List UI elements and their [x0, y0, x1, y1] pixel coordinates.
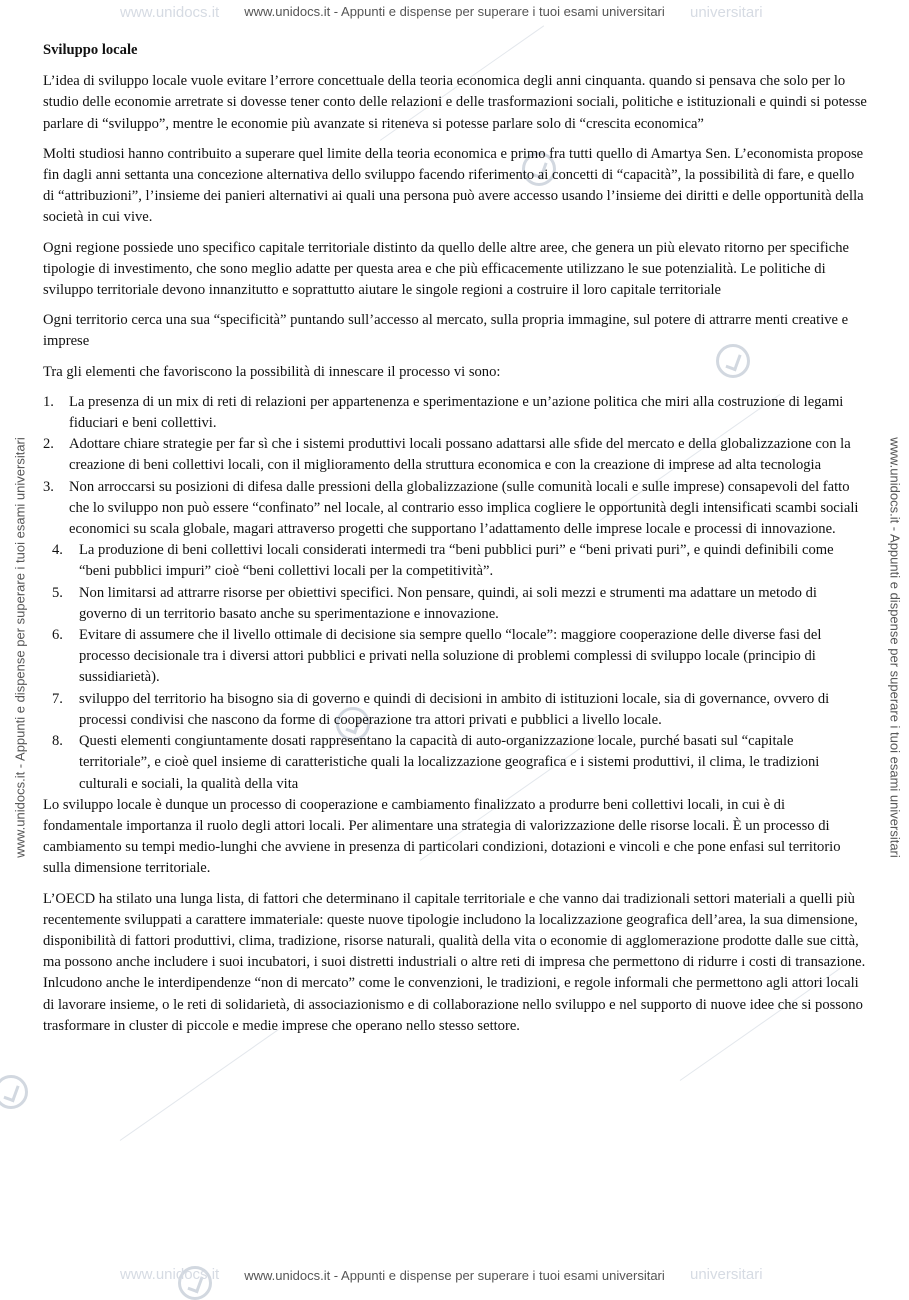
list-number: 6.: [52, 627, 63, 644]
list-item: [43, 731, 868, 795]
list-number: 5.: [52, 584, 63, 601]
watermark-faint-text: www.unidocs.it: [120, 4, 220, 21]
paragraph: Lo sviluppo locale è dunque un processo di cooperazione e cambiamento finalizzato a produrre beni collettivi locali, in cui è di fondamentale importanza il ruolo degli attori locali. Per alimentare una strategia di valorizzazione delle risorse locali. È un processo di cambiamento su tempi medio-lunghi che avviene in presenza di particolari condizioni, dotazioni e vincoli e che pone enfasi sul territorio sulla dimensione territoriale.: [43, 796, 841, 877]
watermark-header: www.unidocs.it - Appunti e dispense per superare i tuoi esami universitari: [244, 4, 665, 19]
watermark-faint-text: universitari: [690, 1266, 763, 1283]
paragraph: Molti studiosi hanno contribuito a superare quel limite della teoria economica e primo fra tutti quello di Amartya Sen. L’economista propose fin dagli anni settanta una concezione alternativa dello sviluppo facendo riferimento ai concetti di “capacità”, la possibilità di fare, e quello di “attribuzioni”, l’insieme dei panieri alternativi ai quali una persona può avere accesso usando l’insieme dei diritti e delle opportunità della società in cui vive.: [43, 145, 864, 226]
list-item: [43, 392, 868, 434]
list-number: 8.: [52, 733, 63, 750]
list-number: 1.: [43, 393, 54, 410]
paragraph: Inlcudono anche le interdipendenze “non di mercato” come le convenzioni, le tradizioni, e regole informali che permettono agli attori locali di lavorare insieme, o le reti di solidarietà, di associazionismo e di collaborazione nello sviluppo e nel supporto di nuove idee che si possono trasformare in cluster di piccole e medie imprese che operano nello stesso settore.: [43, 975, 863, 1034]
watermark-footer: www.unidocs.it - Appunti e dispense per superare i tuoi esami universitari: [244, 1268, 665, 1283]
list-text: Non arroccarsi su posizioni di difesa dalle pressioni della globalizzazione (sulle comunità locali e sulle imprese) consapevoli del fatto che lo sviluppo non può essere “confinato” nel locale, al contrario esso implica cogliere le opportunità degli intensificati scambi sociali economici su scala globale, magari attraverso progetti che supportano l’adattamento delle imprese locale e processi di innovazione.: [69, 478, 859, 538]
list-text: Non limitarsi ad attrarre risorse per obiettivi specifici. Non pensare, quindi, ai soli mezzi e strumenti ma adattare un metodo di governo di un territorio basato anche su sperimentazione e innovazione.: [79, 584, 817, 622]
list-text: sviluppo del territorio ha bisogno sia di governo e quindi di decisioni in ambito di istituzioni locale, sia di governance, ovvero di processi condivisi che nascono da forme di cooperazione tra attori privati e pubblici a livello locale.: [79, 690, 830, 728]
list-item: [43, 583, 868, 625]
paragraph: Tra gli elementi che favoriscono la possibilità di innescare il processo vi sono:: [43, 363, 501, 380]
paragraph: L’OECD ha stilato una lunga lista, di fattori che determinano il capitale territoriale e che vanno dai tradizionali settori materiali a quelli più recentemente sviluppati a carattere immateriale: queste nuove tipologie includono la localizzazione geografica dell’area, la sua dimensione, disponibilità di fattori produttivi, clima, tradizione, risorse naturali, qualità della vita o economie di agglomerazione prodotte dalle sue città, ma possono anche includere i suoi incubatori, i suoi distretti industriali o altre reti di impresa che permettono di ridurre i costi di transazione.: [43, 890, 866, 971]
document-title: Sviluppo locale: [43, 42, 138, 58]
list-item: [43, 689, 868, 731]
list-number: 2.: [43, 436, 54, 453]
list-item: [43, 540, 868, 582]
watermark-side-left: www.unidocs.it - Appunti e dispense per superare i tuoi esami universitari: [12, 437, 28, 858]
list-number: 4.: [52, 542, 63, 559]
list-item: [43, 434, 868, 476]
numbered-list: [43, 392, 868, 795]
unidocs-logo-icon: [0, 1075, 28, 1109]
list-number: 3.: [43, 478, 54, 495]
list-number: 7.: [52, 690, 63, 707]
watermark-faint-text: universitari: [690, 4, 763, 21]
list-item: [43, 477, 868, 541]
paragraph: Ogni regione possiede uno specifico capitale territoriale distinto da quello delle altre aree, che genera un più elevato ritorno per specifiche tipologie di investimento, che sono meglio adatte per questa area e che più efficacemente utilizzano le sue potenzialità. Le politiche di sviluppo territoriale devono innanzitutto e soprattutto aiutare le singole regioni a costruire il loro capitale territoriale: [43, 239, 849, 299]
document-body: [43, 40, 868, 1037]
list-text: La presenza di un mix di reti di relazioni per appartenenza e sperimentazione e un’azione politica che miri alla costruzione di legami fiduciari e beni collettivi.: [69, 393, 844, 432]
list-text: La produzione di beni collettivi locali considerati intermedi tra “beni pubblici puri” e “beni privati puri”, e quindi definibili come “beni pubblici impuri” cioè “beni collettivi locali per la competitività”.: [79, 542, 834, 580]
paragraph: Ogni territorio cerca una sua “specificità” puntando sull’accesso al mercato, sulla propria immagine, sul potere di attrarre menti creative e imprese: [43, 312, 849, 350]
list-text: Adottare chiare strategie per far sì che i sistemi produttivi locali possano adattarsi alle sfide del mercato e della globalizzazione con la creazione di beni collettivi locali, con il miglioramento della struttura economica e con la creazione di imprese ad alta tecnologia: [69, 436, 851, 474]
watermark-faint-text: www.unidocs.it: [120, 1266, 220, 1283]
list-text: Questi elementi congiuntamente dosati rappresentano la capacità di auto-organizzazione locale, purché basati sul “capitale territoriale”, e cioè quel insieme di caratteristiche quali la localizzazione geografica e i sistemi produttivi, il clima, le tradizioni culturali e sociali, la qualità della vita: [79, 733, 820, 792]
watermark-side-right: www.unidocs.it - Appunti e dispense per superare i tuoi esami universitari: [887, 437, 903, 858]
watermark-line: [120, 1025, 284, 1141]
paragraph: L’idea di sviluppo locale vuole evitare l’errore concettuale della teoria economica degli anni cinquanta. quando si pensava che solo per lo studio delle economie arretrate si dovesse tener conto delle relazioni e delle trasformazioni sociali, politiche e istituzionali e quindi si potesse parlare di “sviluppo”, mentre le economie più avanzate si riteneva si potesse parlare solo di “crescita economica”: [43, 73, 867, 132]
list-item: [43, 625, 868, 689]
list-text: Evitare di assumere che il livello ottimale di decisione sia sempre quello “locale”: maggiore cooperazione delle diverse fasi del processo decisionale tra i diversi attori pubblici e privati nella soluzione di problemi complessi di sviluppo locale (principio di sussidiarietà).: [79, 627, 822, 686]
